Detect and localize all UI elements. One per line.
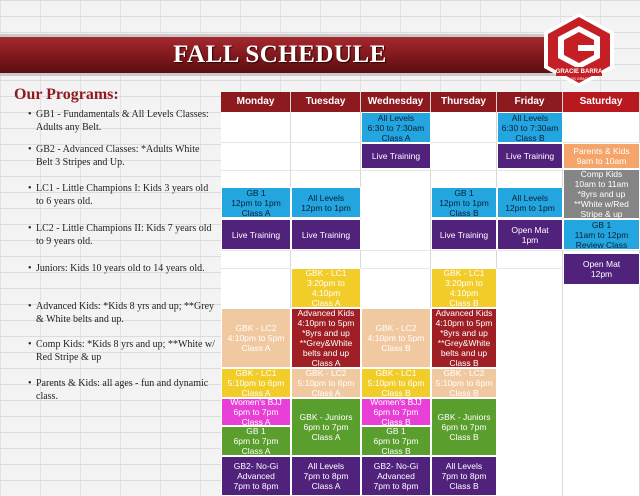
class-block <box>563 169 640 219</box>
class-line: Women's BJJ <box>230 398 282 407</box>
day-header-thursday: Thursday <box>431 92 497 112</box>
class-line: Advanced <box>237 471 275 481</box>
class-block <box>291 398 361 456</box>
class-block <box>361 112 431 143</box>
class-text <box>234 461 279 491</box>
class-line: 4:10pm to 5pm <box>227 333 285 343</box>
class-text <box>298 308 355 368</box>
class-block <box>291 268 361 308</box>
class-block <box>497 219 563 250</box>
class-text <box>443 268 484 308</box>
day-header-saturday: Saturday <box>563 92 640 112</box>
class-line: Review Class <box>575 239 628 250</box>
class-line: 6pm to 7pm <box>233 436 279 446</box>
class-line: GB 1 <box>246 426 266 436</box>
class-line: Live Training <box>505 151 555 161</box>
class-line: Class B <box>449 432 479 442</box>
class-line: Women's BJJ <box>370 398 422 407</box>
class-block <box>497 187 563 218</box>
class-line: GBK - LC2 <box>443 368 485 378</box>
program-item: • Juniors: Kids 10 years old to 14 years old. <box>28 263 205 274</box>
class-text <box>502 113 559 143</box>
class-line: Class A <box>241 388 271 398</box>
class-line: 7pm to 8pm <box>373 481 419 491</box>
class-text <box>438 412 491 442</box>
class-text <box>440 230 488 240</box>
row-divider <box>221 250 640 251</box>
class-line: 3:20pm to <box>445 278 483 288</box>
class-block <box>291 219 361 250</box>
class-text <box>506 151 554 161</box>
class-line: 7pm to 8pm <box>233 481 279 491</box>
class-line: 6pm to 7pm <box>373 436 419 446</box>
class-line: 12pm to 1pm <box>505 202 555 213</box>
class-text <box>442 461 487 491</box>
class-line: Class B <box>449 207 479 218</box>
class-line: 6pm to 7pm <box>441 422 487 432</box>
class-line: Class B <box>515 132 545 143</box>
class-line: 5:10pm to 6pm <box>227 378 285 388</box>
page-title: FALL SCHEDULE <box>173 41 387 68</box>
programs-heading: Our Programs: <box>14 86 119 103</box>
class-text <box>574 169 629 219</box>
class-block <box>361 143 431 169</box>
class-text <box>436 368 493 398</box>
class-text <box>368 323 425 353</box>
class-line: All Levels <box>511 112 549 123</box>
class-line: **Grey&White <box>437 338 491 348</box>
class-line: GB 1 <box>591 219 612 230</box>
day-header-friday: Friday <box>497 92 563 112</box>
class-line: GBK - Juniors <box>299 412 353 422</box>
program-item: • Comp Kids: *Kids 8 yrs and up; **White w/ Red Stripe & up <box>28 339 215 363</box>
class-line: Class A <box>311 388 341 398</box>
class-block <box>221 308 291 368</box>
class-line: 4:10pm <box>449 288 479 298</box>
class-block <box>431 368 497 398</box>
class-text <box>374 426 419 456</box>
class-line: Live Training <box>439 229 489 240</box>
class-line: GB2- No-Gi <box>233 461 279 471</box>
class-line: 9am to 10am <box>576 156 627 166</box>
class-text <box>439 188 489 218</box>
class-text <box>368 113 425 143</box>
class-line: 10am to 11am <box>574 179 629 189</box>
class-block <box>221 456 291 496</box>
class-line: Parents & Kids <box>573 146 630 156</box>
class-line: GBK - LC2 <box>375 323 417 333</box>
class-line: Class B <box>381 388 411 398</box>
class-line: 7pm to 8pm <box>303 471 349 481</box>
class-line: 5:10pm to 6pm <box>297 378 355 388</box>
class-block <box>291 187 361 218</box>
class-text <box>374 461 419 491</box>
class-line: **White w/Red <box>574 199 629 209</box>
class-text <box>228 323 285 353</box>
program-item: • GB1 - Fundamentals & All Levels Classes: Adults any Belt. <box>28 109 209 133</box>
class-line: 12pm to 1pm <box>231 197 281 208</box>
class-line: 3:20pm to <box>307 278 345 288</box>
class-line: GBK - LC2 <box>235 323 277 333</box>
class-line: *8yrs and up <box>577 189 626 199</box>
class-line: 4:10pm to 5pm <box>297 318 355 328</box>
day-header-tuesday: Tuesday <box>291 92 361 112</box>
class-line: Class B <box>449 298 479 308</box>
class-line: All Levels <box>511 192 549 203</box>
class-text <box>231 188 281 218</box>
class-text <box>368 368 425 398</box>
class-line: Class B <box>449 358 479 368</box>
class-line: 6:30 to 7:30am <box>501 122 559 133</box>
class-line: GBK - LC1 <box>375 368 417 378</box>
class-block <box>291 368 361 398</box>
class-line: Class B <box>381 417 411 426</box>
class-line: Class B <box>449 481 479 491</box>
class-block <box>431 219 497 250</box>
class-block <box>431 268 497 308</box>
class-line: Class A <box>241 417 271 426</box>
class-line: Open Mat <box>582 259 621 269</box>
class-text <box>436 308 493 368</box>
program-item: • Advanced Kids: *Kids 8 yrs and up; **Grey & White belts and up. <box>28 301 215 325</box>
class-line: Advanced Kids <box>297 308 355 318</box>
class-line: GB 1 <box>386 426 406 436</box>
class-line: 6pm to 7pm <box>233 407 279 417</box>
class-line: Comp Kids <box>580 169 623 179</box>
class-line: Advanced Kids <box>435 308 493 318</box>
class-line: GB 1 <box>246 187 266 198</box>
class-line: 5:10pm to 6pm <box>367 378 425 388</box>
class-line: 5:10pm to 6pm <box>435 378 493 388</box>
class-block <box>361 456 431 496</box>
logo-name: GRACIE BARRA <box>555 69 603 75</box>
class-line: belts and up <box>302 348 350 358</box>
class-block <box>431 187 497 218</box>
class-line: Class A <box>241 446 271 456</box>
program-item: • Parents & Kids: all ages - fun and dynamic class. <box>28 378 209 402</box>
class-line: GBK - LC1 <box>305 268 347 278</box>
class-block <box>221 187 291 218</box>
class-block <box>431 456 497 496</box>
class-text <box>511 225 548 245</box>
class-line: GB 1 <box>454 187 474 198</box>
class-line: 12pm to 1pm <box>301 202 351 213</box>
class-line: Advanced <box>377 471 415 481</box>
class-block <box>563 253 640 285</box>
class-line: *8yrs and up <box>440 328 488 338</box>
class-block <box>221 398 291 426</box>
day-header-wednesday: Wednesday <box>361 92 431 112</box>
class-text <box>372 151 420 161</box>
class-line: 6pm to 7pm <box>373 407 419 417</box>
class-line: Class B <box>449 388 479 398</box>
class-block <box>497 112 563 143</box>
class-block <box>221 426 291 456</box>
class-text <box>575 220 629 250</box>
class-text <box>230 398 282 426</box>
class-line: Class B <box>381 343 411 353</box>
class-text <box>370 398 422 426</box>
class-line: All Levels <box>307 461 345 471</box>
class-line: **Grey&White <box>299 338 353 348</box>
class-line: Open Mat <box>511 224 549 235</box>
class-text <box>228 368 285 398</box>
class-block <box>361 368 431 398</box>
logo-sub: CARLOS GRACIE JR. <box>561 77 597 81</box>
class-line: 6:30 to 7:30am <box>367 122 425 133</box>
class-block <box>361 426 431 456</box>
class-line: GBK - LC1 <box>443 268 485 278</box>
class-text <box>304 461 349 491</box>
class-line: 7pm to 8pm <box>441 471 487 481</box>
class-line: 6pm to 7pm <box>303 422 349 432</box>
class-line: 12pm to 1pm <box>439 197 489 208</box>
class-line: GBK - LC2 <box>305 368 347 378</box>
program-item: • LC1 - Little Champions I: Kids 3 years old to 6 years old. <box>28 183 209 207</box>
class-line: Class A <box>241 207 271 218</box>
class-line: Live Training <box>301 229 351 240</box>
schedule-table <box>221 92 640 496</box>
class-line: Class B <box>381 446 411 456</box>
class-line: 4:10pm to 5pm <box>367 333 425 343</box>
class-line: All Levels <box>445 461 483 471</box>
class-line: Live Training <box>231 229 281 240</box>
class-block <box>361 308 431 368</box>
class-text <box>298 368 355 398</box>
class-block <box>431 398 497 456</box>
class-block <box>291 308 361 368</box>
class-block <box>431 308 497 368</box>
class-text <box>573 146 629 166</box>
class-block <box>221 368 291 398</box>
class-text <box>305 268 346 308</box>
class-line: Class A <box>311 358 341 368</box>
program-item: • LC2 - Little Champions II: Kids 7 years old to 9 years old. <box>28 223 212 247</box>
class-line: 4:10pm to 5pm <box>435 318 493 328</box>
class-text <box>302 230 350 240</box>
class-line: All Levels <box>377 112 415 123</box>
class-block <box>563 219 640 250</box>
class-text <box>505 193 555 213</box>
class-line: Class A <box>241 343 271 353</box>
class-block <box>291 456 361 496</box>
title-banner <box>0 34 560 76</box>
class-line: All Levels <box>307 192 345 203</box>
class-line: 4:10pm <box>311 288 341 298</box>
class-text <box>234 426 279 456</box>
class-text <box>301 193 351 213</box>
class-block <box>563 143 640 169</box>
class-line: GB2- No-Gi <box>373 461 419 471</box>
class-block <box>497 143 563 169</box>
class-line: Class A <box>311 432 341 442</box>
class-line: 11am to 12pm <box>574 229 629 240</box>
program-item: • GB2 - Advanced Classes: *Adults White Belt 3 Stripes and Up. <box>28 144 200 168</box>
class-line: *8yrs and up <box>302 328 350 338</box>
class-line: Class A <box>311 481 341 491</box>
class-line: Class A <box>381 132 411 143</box>
class-line: Stripe & up <box>580 209 623 219</box>
class-line: 12pm <box>590 269 613 279</box>
class-line: GBK - Juniors <box>437 412 491 422</box>
class-line: 1pm <box>521 234 539 245</box>
class-block <box>361 398 431 426</box>
day-header-monday: Monday <box>221 92 291 112</box>
class-block <box>221 219 291 250</box>
class-line: GBK - LC1 <box>235 368 277 378</box>
class-text <box>300 412 353 442</box>
class-line: Live Training <box>371 151 421 161</box>
class-line: Class A <box>311 298 341 308</box>
class-text <box>583 259 620 279</box>
gracie-barra-logo-icon <box>534 12 624 88</box>
class-text <box>232 230 280 240</box>
class-line: belts and up <box>440 348 488 358</box>
